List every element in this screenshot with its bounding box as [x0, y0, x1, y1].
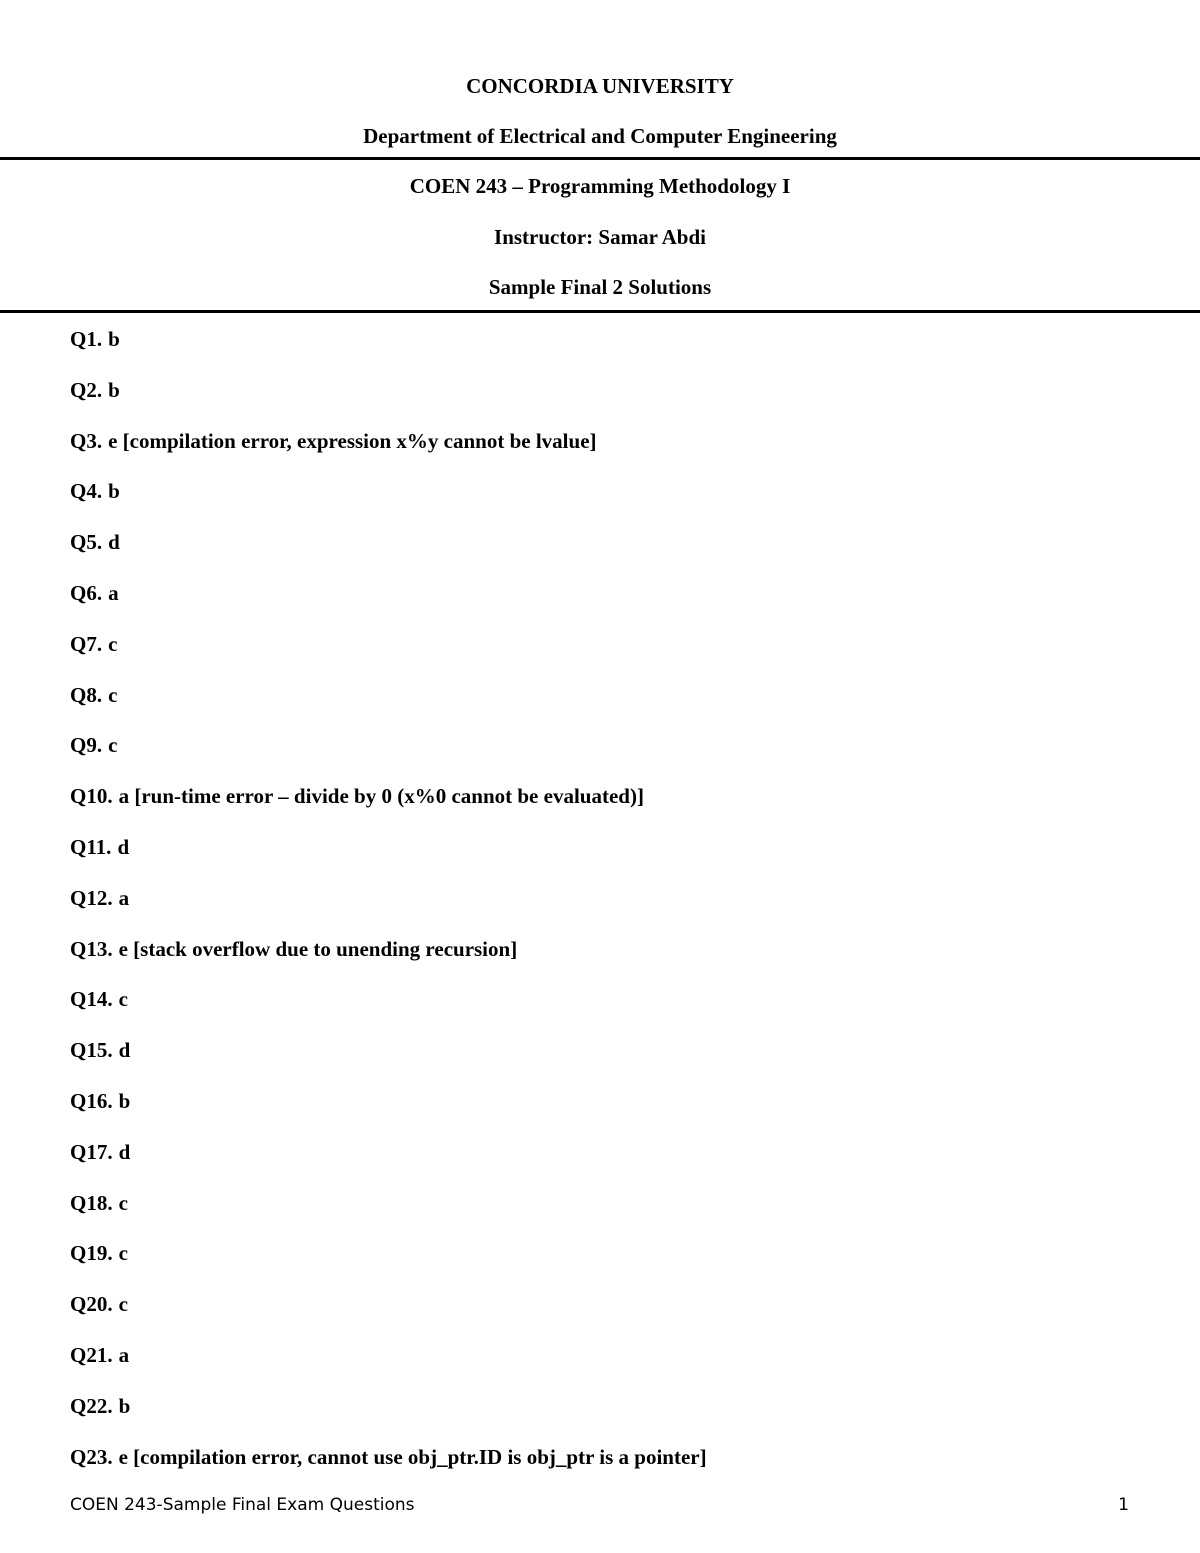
question-number: Q16. — [70, 1088, 113, 1113]
page-number: 1 — [1118, 1495, 1129, 1515]
question-answer: b — [118, 1088, 131, 1113]
question-number: Q15. — [70, 1038, 113, 1063]
answer-row — [70, 429, 707, 480]
answer-row — [70, 1089, 707, 1140]
question-answer: a — [108, 580, 119, 605]
answer-row — [70, 886, 707, 937]
university-name: CONCORDIA UNIVERSITY — [466, 74, 734, 98]
question-number: Q13. — [70, 936, 113, 961]
question-answer: b — [118, 1393, 131, 1418]
question-number: Q6. — [70, 580, 103, 605]
question-answer: c — [108, 682, 118, 707]
answer-row — [70, 683, 707, 734]
question-number: Q5. — [70, 530, 103, 555]
question-number: Q21. — [70, 1342, 113, 1367]
question-number: Q18. — [70, 1190, 113, 1215]
answer-list — [70, 327, 707, 1495]
answer-row — [70, 1038, 707, 1089]
question-number: Q20. — [70, 1292, 113, 1317]
question-number: Q22. — [70, 1393, 113, 1418]
question-answer: d — [118, 1139, 131, 1164]
question-answer: e [compilation error, expression x%y cannot be lvalue] — [108, 428, 597, 453]
course-title: COEN 243 – Programming Methodology I — [409, 174, 791, 198]
question-answer: a — [118, 885, 130, 910]
question-answer: c — [108, 733, 118, 758]
footer-text: COEN 243-Sample Final Exam Questions — [70, 1495, 415, 1515]
question-answer: d — [118, 1038, 131, 1063]
answer-row — [70, 1241, 707, 1292]
question-number: Q23. — [70, 1444, 113, 1469]
answer-row — [70, 632, 707, 683]
question-number: Q14. — [70, 987, 113, 1012]
question-answer: c — [118, 987, 128, 1012]
answer-row — [70, 530, 707, 581]
question-number: Q9. — [70, 733, 103, 758]
question-answer: e [stack overflow due to unending recursion] — [118, 936, 518, 961]
question-answer: b — [108, 327, 120, 351]
answer-row — [70, 835, 707, 886]
question-answer: c — [108, 631, 118, 656]
answer-row — [70, 1140, 707, 1191]
answer-row — [70, 937, 707, 988]
question-number: Q3. — [70, 428, 103, 453]
answer-row — [70, 479, 707, 530]
question-answer: e [compilation error, cannot use obj_ptr.ID is obj_ptr is a pointer] — [118, 1444, 707, 1469]
question-answer: d — [117, 834, 130, 859]
answer-row — [70, 1343, 707, 1394]
question-answer: b — [108, 377, 120, 402]
question-number: Q19. — [70, 1241, 113, 1266]
question-number: Q8. — [70, 682, 103, 707]
department-name: Department of Electrical and Computer Engineering — [363, 124, 837, 148]
question-answer: b — [108, 479, 120, 504]
question-number: Q7. — [70, 631, 103, 656]
question-answer: c — [118, 1292, 128, 1317]
header-rule-top — [0, 157, 1200, 160]
question-number: Q11. — [70, 834, 112, 859]
answer-row — [70, 987, 707, 1038]
answer-row — [70, 1292, 707, 1343]
header-rule-bottom — [0, 310, 1200, 313]
question-answer: a — [118, 1342, 130, 1367]
answer-row — [70, 1394, 707, 1445]
instructor-name: Instructor: Samar Abdi — [494, 225, 706, 249]
question-answer: d — [108, 530, 120, 555]
question-answer: c — [118, 1190, 128, 1215]
question-number: Q17. — [70, 1139, 113, 1164]
answer-row — [70, 581, 707, 632]
question-answer: c — [118, 1241, 128, 1266]
answer-row — [70, 1191, 707, 1242]
document-title: Sample Final 2 Solutions — [488, 275, 712, 299]
answer-row — [70, 327, 707, 378]
question-answer: a [run-time error – divide by 0 (x%0 cannot be evaluated)] — [118, 784, 644, 809]
question-number: Q4. — [70, 479, 103, 504]
answer-row — [70, 1445, 707, 1496]
answer-row — [70, 378, 707, 429]
answer-row — [70, 733, 707, 784]
question-number: Q1. — [70, 327, 103, 351]
answer-row — [70, 784, 707, 835]
question-number: Q12. — [70, 885, 113, 910]
question-number: Q10. — [70, 784, 113, 809]
question-number: Q2. — [70, 377, 103, 402]
